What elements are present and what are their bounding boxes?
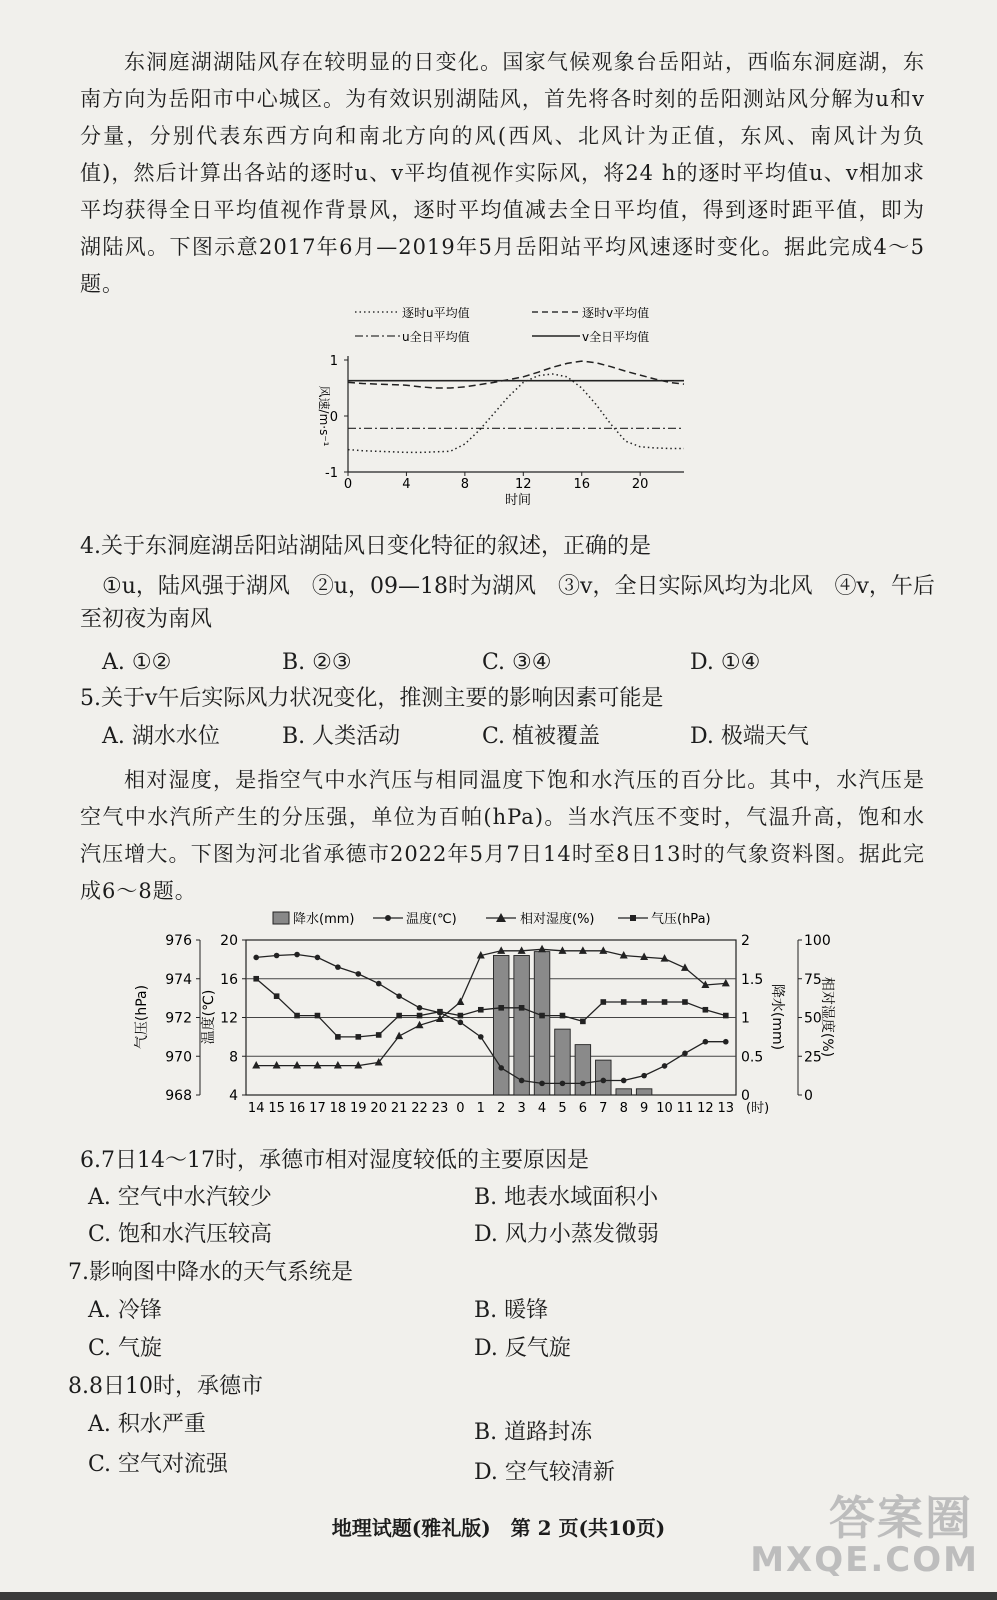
temp-line	[256, 955, 726, 1084]
rh-point	[456, 998, 464, 1006]
legend-v-hourly: 逐时v平均值	[582, 306, 650, 320]
y-axis-label: 风速/m·s⁻¹	[317, 385, 331, 447]
rh-point	[252, 1061, 260, 1069]
pressure-point	[621, 999, 627, 1005]
question-5-option-d[interactable]: D. 极端天气	[690, 724, 809, 749]
hour-suffix: (时)	[746, 1101, 770, 1116]
question-6-option-b[interactable]: B. 地表水域面积小	[474, 1185, 659, 1210]
rh-tick: 75	[804, 971, 822, 988]
pressure-point	[498, 1005, 504, 1011]
question-4-stem: 4.关于东洞庭湖岳阳站湖陆风日变化特征的叙述，正确的是	[80, 534, 651, 559]
question-7-stem: 7.影响图中降水的天气系统是	[68, 1260, 353, 1285]
hour-tick: 3	[517, 1101, 526, 1116]
weather-chart-svg	[118, 905, 853, 1130]
temp-point	[662, 1063, 668, 1069]
question-7-option-a[interactable]: A. 冷锋	[88, 1298, 162, 1323]
x-tick-label: 12	[515, 477, 532, 492]
question-4-statements: ①u，陆风强于湖风 ②u，09—18时为湖风 ③v，全日实际风均为北风 ④v，午后	[102, 574, 935, 599]
rh-point	[497, 946, 505, 954]
pressure-tick: 974	[165, 971, 192, 988]
precip-axis-label: 降水(mm)	[769, 983, 785, 1051]
temp-axis-label: 温度(℃)	[201, 989, 217, 1045]
question-6-stem: 6.7日14～17时，承德市相对湿度较低的主要原因是	[80, 1148, 589, 1173]
question-8-option-a[interactable]: A. 积水严重	[88, 1412, 206, 1437]
precip-tick: 1	[741, 1010, 750, 1027]
legend-v-daily: v全日平均值	[582, 330, 650, 344]
temp-tick: 12	[220, 1010, 238, 1027]
series-line-2	[348, 361, 684, 388]
hour-tick: 18	[329, 1101, 347, 1116]
rh-point	[293, 1061, 301, 1069]
temp-point	[458, 1020, 464, 1026]
temp-point	[682, 1051, 688, 1057]
pressure-point	[478, 1007, 484, 1013]
temp-point	[294, 952, 300, 958]
precip-bar	[575, 1045, 591, 1095]
legend-precip: 降水(mm)	[293, 912, 355, 927]
rh-point	[313, 1061, 321, 1069]
temp-point	[498, 1065, 504, 1071]
rh-tick: 50	[804, 1010, 822, 1027]
temp-tick: 8	[229, 1049, 238, 1066]
temp-point	[600, 1078, 606, 1084]
pressure-tick: 968	[165, 1088, 192, 1104]
temp-point	[355, 971, 361, 977]
hour-tick: 12	[697, 1101, 714, 1116]
pressure-point	[600, 999, 606, 1005]
hour-tick: 1	[476, 1101, 485, 1116]
temp-point	[315, 955, 321, 961]
watermark-url: MXQE.COM	[750, 1540, 979, 1580]
pressure-tick: 976	[165, 933, 192, 949]
rh-tick: 25	[804, 1049, 822, 1066]
pressure-point	[458, 1013, 464, 1019]
temp-tick: 16	[220, 971, 238, 988]
legend-rh: 相对湿度(%)	[520, 912, 595, 927]
question-7-option-b[interactable]: B. 暖锋	[474, 1298, 549, 1323]
precip-bar	[534, 952, 550, 1095]
y-tick: -1	[325, 466, 338, 481]
question-4-statements-cont: 至初夜为南风	[80, 607, 213, 632]
hour-tick: 11	[676, 1101, 694, 1116]
precip-bar	[636, 1089, 652, 1095]
precip-tick: 2	[741, 933, 750, 949]
rh-point	[579, 946, 587, 954]
temp-point	[539, 1081, 545, 1087]
question-8-option-c[interactable]: C. 空气对流强	[88, 1452, 229, 1477]
temp-point	[274, 953, 280, 959]
hour-tick: 14	[247, 1101, 265, 1116]
pressure-point	[560, 1013, 566, 1019]
question-4-option-d[interactable]: D. ①④	[690, 650, 761, 675]
hour-tick: 13	[717, 1101, 735, 1116]
watermark-logo-text: 答案圈	[829, 1491, 973, 1545]
temp-tick: 20	[220, 933, 238, 949]
pressure-point	[253, 976, 259, 982]
legend-u-daily: u全日平均值	[402, 330, 470, 344]
temp-tick: 4	[229, 1088, 238, 1104]
x-tick-label: 0	[343, 477, 353, 492]
temp-point	[723, 1039, 729, 1045]
question-7-option-d[interactable]: D. 反气旋	[474, 1336, 571, 1361]
temp-point	[580, 1081, 586, 1087]
precip-bar	[596, 1060, 612, 1095]
question-6-option-d[interactable]: D. 风力小蒸发微弱	[474, 1222, 659, 1247]
pressure-point	[682, 999, 688, 1005]
temp-point	[703, 1039, 709, 1045]
rh-point	[334, 1061, 342, 1069]
x-axis-label: 时间	[504, 493, 532, 508]
temp-point	[641, 1073, 647, 1079]
hour-tick: 8	[619, 1101, 628, 1116]
temp-point	[519, 1078, 525, 1084]
question-7-option-c[interactable]: C. 气旋	[88, 1336, 163, 1361]
pressure-point	[641, 999, 647, 1005]
rh-point	[395, 1032, 403, 1040]
weather-chart	[118, 905, 853, 1134]
question-8-option-d[interactable]: D. 空气较清新	[474, 1460, 615, 1485]
pressure-point	[539, 1013, 545, 1019]
precip-tick: 1.5	[741, 971, 764, 988]
x-tick-label: 20	[631, 477, 649, 492]
hour-tick: 2	[497, 1101, 506, 1116]
hour-tick: 4	[537, 1101, 547, 1116]
hour-tick: 21	[390, 1101, 408, 1116]
x-tick-label: 8	[460, 477, 470, 492]
rh-axis-label: 相对湿度(%)	[819, 976, 835, 1058]
rh-point	[599, 946, 607, 954]
hour-tick: 7	[599, 1101, 608, 1116]
hour-tick: 15	[268, 1101, 285, 1116]
precip-bar	[616, 1089, 632, 1095]
question-5-option-a[interactable]: A. 湖水水位	[102, 724, 220, 749]
pressure-point	[662, 999, 668, 1005]
pressure-point	[376, 1032, 382, 1038]
question-8-stem: 8.8日10时，承德市	[68, 1374, 263, 1399]
rh-point	[722, 979, 730, 987]
precip-bar	[514, 956, 530, 1096]
question-5-option-c[interactable]: C. 植被覆盖	[482, 724, 601, 749]
pressure-point	[580, 1019, 586, 1025]
pressure-point	[274, 993, 280, 999]
rh-point	[436, 1015, 444, 1023]
rh-line	[256, 949, 726, 1065]
y-tick: 0	[329, 410, 338, 425]
wind-chart-svg	[300, 300, 700, 515]
hour-tick: 16	[288, 1101, 306, 1116]
legend-temp: 温度(℃)	[406, 912, 457, 927]
rh-tick: 100	[804, 933, 831, 949]
temp-point	[376, 981, 382, 987]
passage-1: 东洞庭湖湖陆风存在较明显的日变化。国家气候观象台岳阳站，西临东洞庭湖，东南方向为岳阳市中心城区。为有效识别湖陆风，首先将各时刻的岳阳测站风分解为u和v分量，分别代表东西方向和南北方向的风(西风、北风计为正值，东风、南风计为负值)，然后计算出各站的逐时u、v平均值视作实际风，将24 h的逐时平均值u、v相加求平均获得全日平均值视作背景风，逐时平均值减去全日平均值，得到逐时距平值，即为湖陆风。下图示意2017年6月—2019年5月岳阳站平均风速逐时变化。据此完成4～5题。	[80, 50, 925, 296]
rh-tick: 0	[804, 1088, 813, 1104]
temp-point	[621, 1078, 627, 1084]
pressure-tick: 970	[165, 1049, 192, 1066]
question-6-option-a[interactable]: A. 空气中水汽较少	[88, 1185, 272, 1210]
precip-tick: 0.5	[741, 1049, 764, 1066]
legend-u-hourly: 逐时u平均值	[402, 306, 470, 320]
pressure-axis-label: 气压(hPa)	[134, 984, 150, 1050]
temp-point	[417, 1005, 423, 1011]
scan-edge	[0, 1592, 997, 1600]
x-tick-label: 16	[573, 477, 591, 492]
hour-tick: 0	[456, 1101, 465, 1116]
precip-tick: 0	[741, 1088, 750, 1104]
hour-tick: 10	[656, 1101, 673, 1116]
question-4-option-c[interactable]: C. ③④	[482, 650, 552, 675]
question-8-option-b[interactable]: B. 道路封冻	[474, 1420, 593, 1445]
passage-2: 相对湿度，是指空气中水汽压与相同温度下饱和水汽压的百分比。其中，水汽压是空气中水汽所产生的分压强，单位为百帕(hPa)。当水汽压不变时，气温升高，饱和水汽压增大。下图为河北省承德市2022年5月7日14时至8日13时的气象资料图。据此完成6～8题。	[80, 768, 925, 903]
temp-point	[478, 1034, 484, 1040]
y-tick: 1	[329, 354, 338, 369]
temp-point	[335, 964, 341, 970]
rh-point	[273, 1061, 281, 1069]
question-5-stem: 5.关于v午后实际风力状况变化，推测主要的影响因素可能是	[80, 686, 664, 711]
hour-tick: 17	[309, 1101, 326, 1116]
hour-tick: 22	[411, 1101, 428, 1116]
series-line-1	[348, 374, 684, 452]
question-4-option-b[interactable]: B. ②③	[282, 650, 352, 675]
wind-chart	[300, 300, 700, 519]
temp-point	[560, 1081, 566, 1087]
legend-pressure: 气压(hPa)	[651, 912, 711, 927]
pressure-point	[315, 1013, 321, 1019]
pressure-point	[355, 1034, 361, 1040]
hour-tick: 20	[370, 1101, 387, 1116]
pressure-point	[396, 1013, 402, 1019]
pressure-point	[294, 1013, 300, 1019]
hour-tick: 23	[431, 1101, 449, 1116]
pressure-point	[703, 1007, 709, 1013]
pressure-point	[417, 1013, 423, 1019]
question-5-option-b[interactable]: B. 人类活动	[282, 724, 401, 749]
pressure-point	[519, 1005, 525, 1011]
hour-tick: 9	[639, 1101, 649, 1116]
question-6-option-c[interactable]: C. 饱和水汽压较高	[88, 1222, 273, 1247]
hour-tick: 6	[578, 1101, 588, 1116]
x-tick-label: 4	[402, 477, 411, 492]
pressure-point	[335, 1034, 341, 1040]
pressure-point	[723, 1013, 729, 1019]
question-4-option-a[interactable]: A. ①②	[102, 650, 172, 675]
pressure-line	[256, 979, 726, 1037]
hour-tick: 5	[558, 1101, 567, 1116]
temp-point	[396, 993, 402, 999]
rh-point	[538, 945, 546, 953]
temp-point	[253, 955, 259, 961]
precip-bar	[493, 956, 509, 1096]
page-footer: 地理试题(雅礼版) 第 2 页(共10页)	[331, 1516, 666, 1540]
hour-tick: 19	[350, 1101, 367, 1116]
pressure-tick: 972	[165, 1010, 192, 1027]
